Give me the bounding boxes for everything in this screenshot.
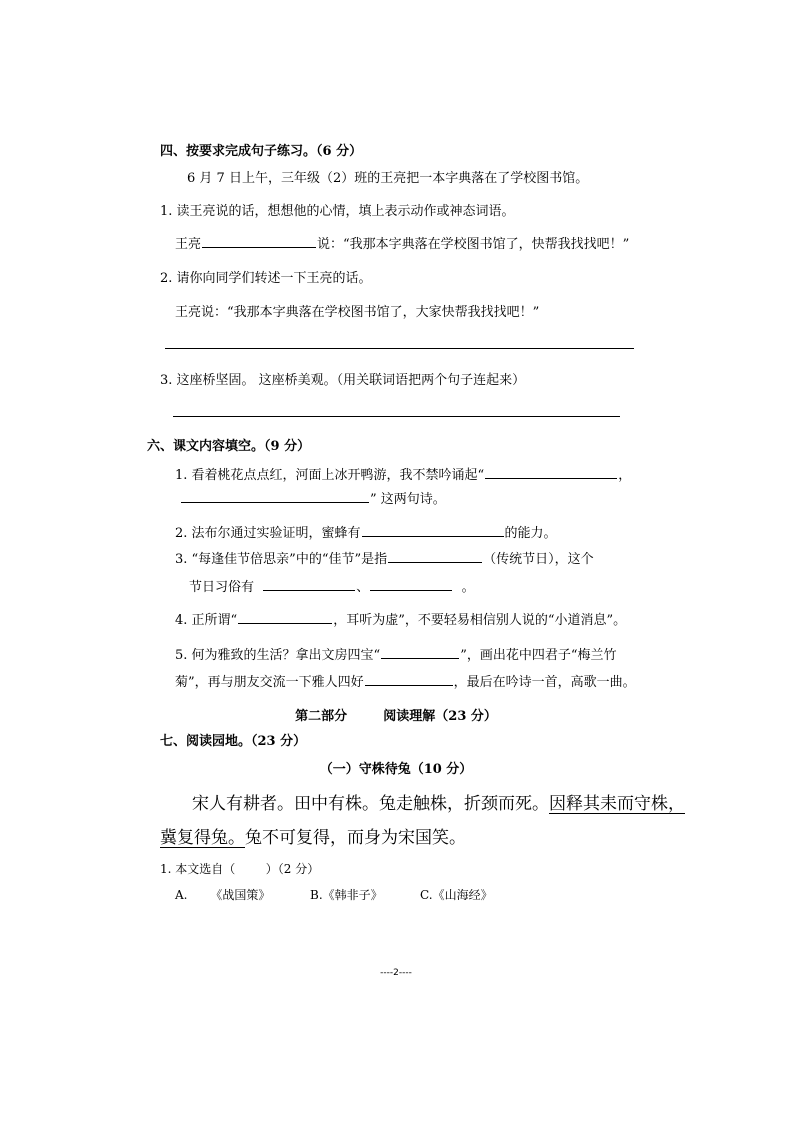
s6-q3-text-a: 3. “每逢佳节倍思亲”中的“佳节”是指 (175, 552, 388, 567)
s6-q4-text-b: ，耳听为虚”，不要轻易相信别人说的“小道消息”。 (333, 613, 627, 628)
page-number: ----2---- (380, 968, 412, 978)
s6-q5-text-d: ，最后在吟诗一首，高歌一曲。 (453, 675, 636, 690)
passage-line-1 (192, 794, 685, 814)
section-6-q4 (175, 613, 626, 629)
section-6-q3-line1 (175, 552, 594, 568)
part-2-title: 第二部分 阅读理解（23 分） (295, 709, 497, 724)
s6-q3-blank-3[interactable] (370, 589, 452, 591)
section-7-subheading: （一）守株待兔（10 分） (319, 762, 473, 777)
s6-q5-text-a: 5. 何为雅致的生活？拿出文房四宝“ (175, 648, 381, 663)
q1-name: 王亮 (175, 237, 202, 252)
option-a[interactable]: A. 《战国策》 (175, 888, 271, 902)
q1-answer-blank[interactable] (202, 246, 316, 248)
q2-answer-line[interactable] (165, 348, 634, 349)
section-7-heading: 七、阅读园地。（23 分） (160, 734, 307, 749)
s6-q3-text-d: 、 (356, 580, 370, 595)
option-b[interactable]: B.《韩非子》 (310, 888, 383, 902)
s6-q1-blank-2[interactable] (181, 501, 369, 503)
section-6-q1-line1 (175, 468, 631, 484)
section-4-q1-line (175, 237, 629, 253)
section-4-intro: 6 月 7 日上午，三年级（2）班的王亮把一本字典落在了学校图书馆。 (187, 171, 589, 186)
s6-q2-blank[interactable] (362, 535, 504, 537)
s6-q1-text-c: ” 这两句诗。 (370, 492, 446, 507)
section-6-q1-line2 (180, 492, 446, 508)
passage-underlined-2: 冀复得兔。 (160, 828, 245, 848)
s6-q1-text-a: 1. 看着桃花点点红，河面上冰开鸭游，我不禁吟诵起“ (175, 468, 485, 483)
section-6-heading: 六、课文内容填空。（9 分） (147, 439, 311, 454)
s6-q1-text-b: ， (618, 468, 632, 483)
section-4-question-1: 1. 读王亮说的话，想想他的心情，填上表示动作或神态词语。 (160, 204, 515, 219)
section-4-question-3: 3. 这座桥坚固。 这座桥美观。（用关联词语把两个句子连起来） (160, 373, 526, 388)
s6-q3-blank-1[interactable] (388, 561, 482, 563)
s6-q5-blank-2[interactable] (365, 684, 453, 686)
s6-q5-text-b: ”，画出花中四君子“梅兰竹 (460, 648, 617, 663)
s6-q1-blank-1[interactable] (485, 477, 617, 479)
section-6-q2 (175, 526, 557, 542)
q1-quote: 说：“我那本字典落在学校图书馆了，快帮我找找吧！” (317, 237, 630, 252)
s6-q4-blank[interactable] (238, 622, 332, 624)
s6-q5-blank-1[interactable] (381, 657, 459, 659)
s6-q2-text-a: 2. 法布尔通过实验证明，蜜蜂有 (175, 526, 361, 541)
section-6-q3-line2 (189, 580, 475, 596)
option-c[interactable]: C.《山海经》 (420, 888, 493, 902)
section-6-q5-line1 (175, 648, 616, 664)
s6-q3-blank-2[interactable] (263, 589, 355, 591)
passage-underlined-1: 因释其耒而守株， (549, 794, 685, 814)
s6-q3-text-e: 。 (461, 580, 475, 595)
s6-q5-text-c: 菊”，再与朋友交流一下雅人四好 (175, 675, 364, 690)
s6-q2-text-b: 的能力。 (504, 526, 557, 541)
q3-answer-line[interactable] (173, 416, 620, 417)
section-4-question-2: 2. 请你向同学们转述一下王亮的话。 (160, 271, 372, 286)
passage-line-2 (160, 828, 466, 848)
s6-q4-text-a: 4. 正所谓“ (175, 613, 238, 628)
section-6-q5-line2 (175, 675, 636, 691)
passage-text-1a: 宋人有耕者。田中有株。兔走触株，折颈而死。 (192, 794, 549, 814)
passage-text-2b: 兔不可复得，而身为宋国笑。 (245, 828, 466, 848)
s6-q3-text-c: 节日习俗有 (189, 580, 255, 595)
s6-q3-text-b: （传统节日），这个 (483, 552, 594, 567)
section-4-heading: 四、按要求完成句子练习。（6 分） (160, 144, 363, 159)
section-4-q2-quote: 王亮说：“我那本字典落在学校图书馆了，大家快帮我找找吧！” (175, 305, 540, 320)
section-7-question-1: 1. 本文选自（ ）（2 分） (160, 862, 320, 876)
